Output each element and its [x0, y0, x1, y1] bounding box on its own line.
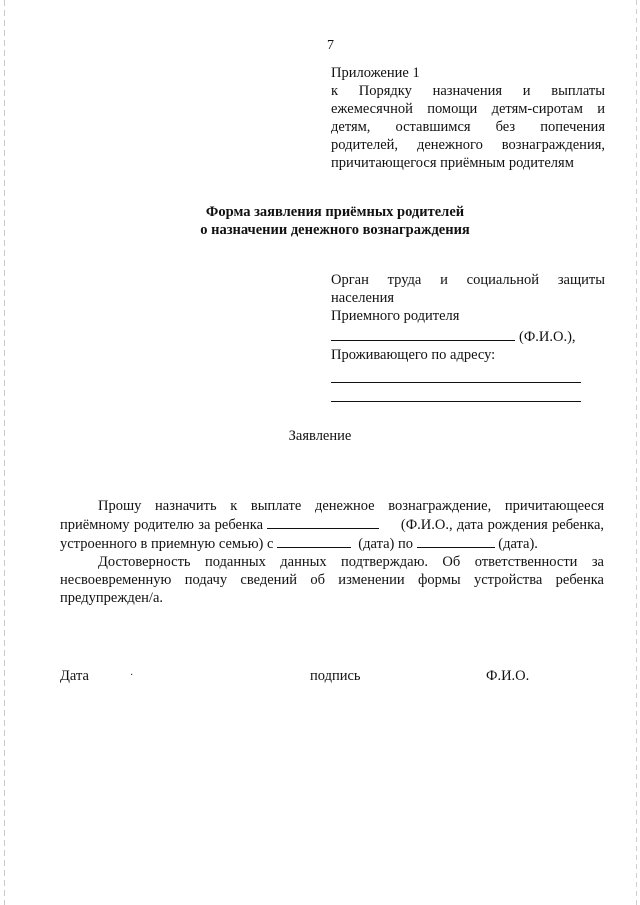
parent-fio-line	[331, 326, 605, 346]
parent-name-blank[interactable]	[331, 326, 515, 341]
addressee-organ: Орган труда и социальной защиты населения	[331, 272, 605, 306]
confirmation-paragraph: Достоверность поданных данных подтверждаю. Об ответственности за несвоевременную подачу сведений об изменении формы устройства ребенка предупрежден/а.	[60, 554, 604, 606]
appendix-block	[331, 64, 605, 172]
request-paragraph	[60, 497, 604, 553]
appendix-title: Приложение 1	[331, 65, 420, 81]
form-title-line-2: о назначении денежного вознаграждения	[200, 222, 470, 238]
addressee-block	[331, 271, 605, 402]
request-text-4: (дата).	[498, 536, 538, 552]
fio-label: Ф.И.О.	[486, 668, 530, 684]
address-label: Проживающего по адресу:	[331, 347, 496, 363]
request-text-2: (Ф.И.О., дата рождения ребенка, устроенного в приемную семью) с	[60, 517, 605, 552]
parent-fio-label: (Ф.И.О.),	[519, 329, 576, 345]
date-mark: ·	[130, 670, 134, 681]
form-title	[150, 203, 520, 239]
start-date-blank[interactable]	[277, 534, 351, 548]
scan-edge-left	[4, 0, 5, 905]
statement-body	[60, 497, 604, 607]
page-number: 7	[327, 38, 334, 53]
date-label: Дата	[60, 668, 89, 684]
request-text-3: (дата) по	[358, 536, 413, 552]
end-date-blank[interactable]	[417, 534, 495, 548]
form-title-line-1: Форма заявления приёмных родителей	[205, 204, 465, 220]
parent-label: Приемного родителя	[331, 308, 460, 324]
child-name-blank[interactable]	[267, 515, 379, 529]
scan-edge-right	[636, 0, 637, 905]
address-blank-2[interactable]	[331, 383, 581, 402]
request-text-1: Прошу назначить к выплате денежное вознаграждение, причитающееся приёмному родителю за ребенка	[60, 498, 604, 533]
appendix-text: к Порядку назначения и выплаты ежемесячной помощи детям-сиротам и детям, оставшимся без попечения родителей, денежного вознаграждения, причитающегося приёмным родителям	[331, 83, 605, 171]
signature-label: подпись	[310, 668, 361, 684]
statement-heading: Заявление	[288, 428, 352, 444]
address-blank-1[interactable]	[331, 364, 581, 383]
